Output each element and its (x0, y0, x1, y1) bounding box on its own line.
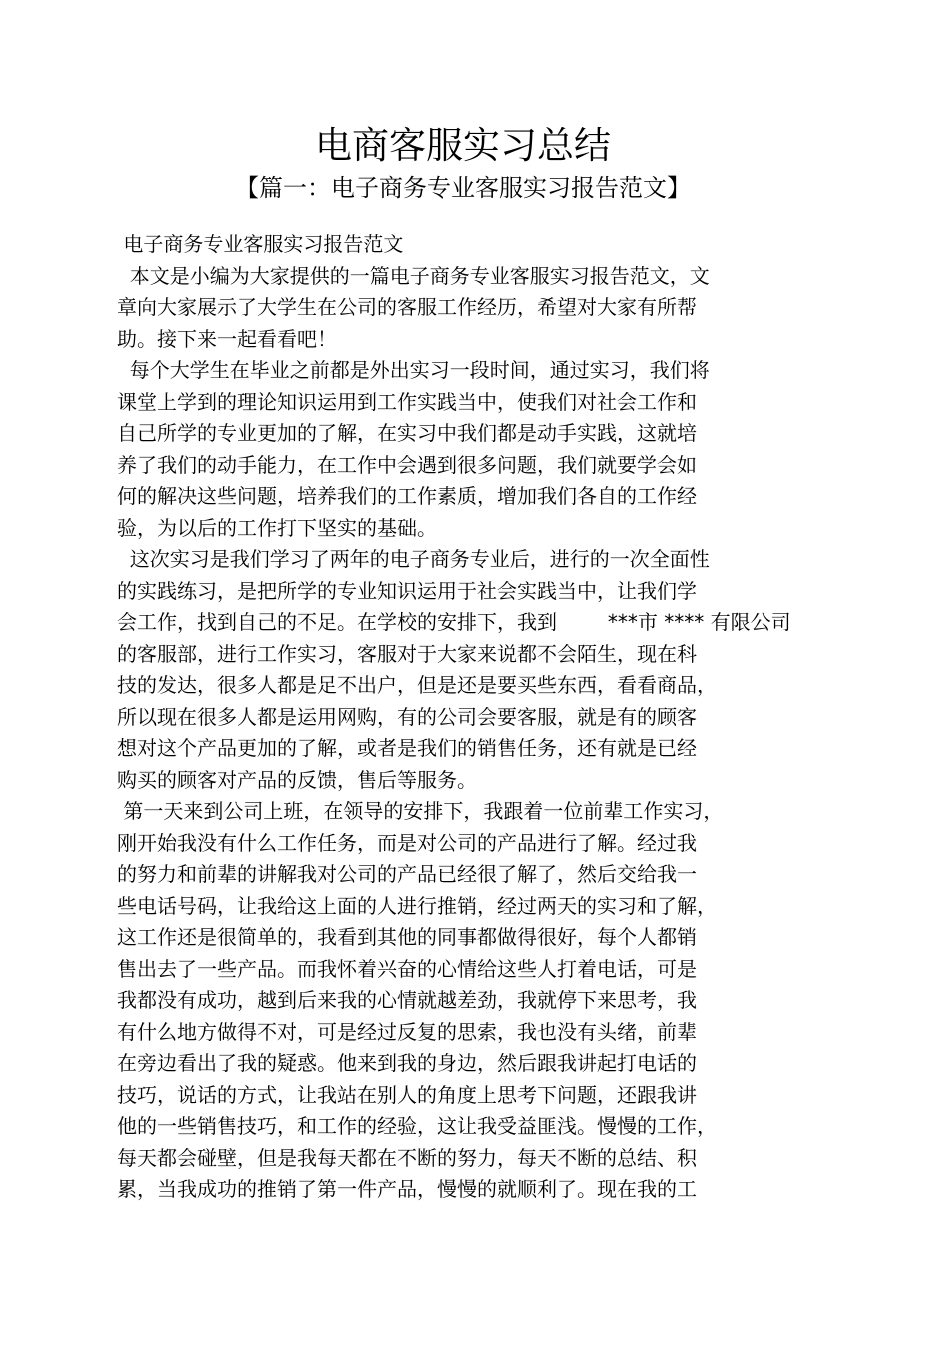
text-line: 售出去了一些产品。而我怀着兴奋的心情给这些人打着电话，可是 (117, 956, 697, 981)
page-title: 电商客服实习总结 (315, 124, 611, 167)
text-line: 技的发达，很多人都是足不出户，但是还是要买些东西，看看商品， (117, 673, 717, 697)
text-line: 累，当我成功的推销了第一件产品，慢慢的就顺利了。现在我的工 (117, 1177, 697, 1201)
text-line: 本文是小编为大家提供的一篇电子商务专业客服实习报告范文，文 (117, 263, 710, 288)
text-line: 在旁边看出了我的疑惑。他来到我的身边，然后跟我讲起打电话的 (117, 1051, 697, 1075)
text-line: 这次实习是我们学习了两年的电子商务专业后，进行的一次全面性 (117, 547, 710, 571)
text-line: 会工作，找到自己的不足。在学校的安排下，我到 ***市 **** 有限公司 (117, 610, 791, 634)
text-line: 养了我们的动手能力，在工作中会遇到很多问题，我们就要学会如 (117, 452, 697, 477)
text-line: 他的一些销售技巧，和工作的经验，这让我受益匪浅。慢慢的工作， (117, 1114, 717, 1138)
text-line: 所以现在很多人都是运用网购，有的公司会要客服，就是有的顾客 (117, 704, 697, 729)
text-line: 何的解决这些问题，培养我们的工作素质，增加我们各自的工作经 (117, 484, 697, 508)
text-line: 的努力和前辈的讲解我对公司的产品已经很了解了，然后交给我一 (117, 862, 697, 886)
section-heading: 【篇一：电子商务专业客服实习报告范文】 (235, 174, 691, 202)
text-line: 每天都会碰壁，但是我每天都在不断的努力，每天不断的总结、积 (117, 1145, 697, 1170)
text-line: 技巧，说话的方式，让我站在别人的角度上思考下问题，还跟我讲 (117, 1082, 697, 1107)
text-line: 第一天来到公司上班，在领导的安排下，我跟着一位前辈工作实习， (117, 799, 724, 823)
text-line: 刚开始我没有什么工作任务，而是对公司的产品进行了解。经过我 (117, 830, 697, 855)
text-line: 有什么地方做得不对，可是经过反复的思索，我也没有头绪，前辈 (117, 1019, 697, 1044)
text-line: 验，为以后的工作打下坚实的基础。 (117, 515, 437, 540)
body-text (117, 229, 877, 1206)
text-line: 购买的顾客对产品的反馈，售后等服务。 (117, 767, 477, 792)
text-line: 助。接下来一起看看吧！ (117, 326, 337, 351)
text-line: 我都没有成功，越到后来我的心情就越差劲，我就停下来思考，我 (117, 988, 697, 1012)
text-line: 想对这个产品更加的了解，或者是我们的销售任务，还有就是已经 (117, 736, 697, 760)
text-line: 章向大家展示了大学生在公司的客服工作经历，希望对大家有所帮 (117, 295, 697, 319)
text-line: 些电话号码，让我给这上面的人进行推销，经过两天的实习和了解， (117, 893, 717, 918)
text-line: 电子商务专业客服实习报告范文 (117, 232, 404, 256)
text-line: 的实践练习，是把所学的专业知识运用于社会实践当中，让我们学 (117, 578, 697, 603)
text-line: 的客服部，进行工作实习，客服对于大家来说都不会陌生，现在科 (117, 641, 697, 666)
text-line: 自己所学的专业更加的了解，在实习中我们都是动手实践，这就培 (117, 421, 697, 445)
text-line: 每个大学生在毕业之前都是外出实习一段时间，通过实习，我们将 (117, 358, 710, 382)
text-line: 课堂上学到的理论知识运用到工作实践当中，使我们对社会工作和 (117, 389, 697, 414)
text-line: 这工作还是很简单的，我看到其他的同事都做得很好，每个人都销 (117, 925, 697, 949)
